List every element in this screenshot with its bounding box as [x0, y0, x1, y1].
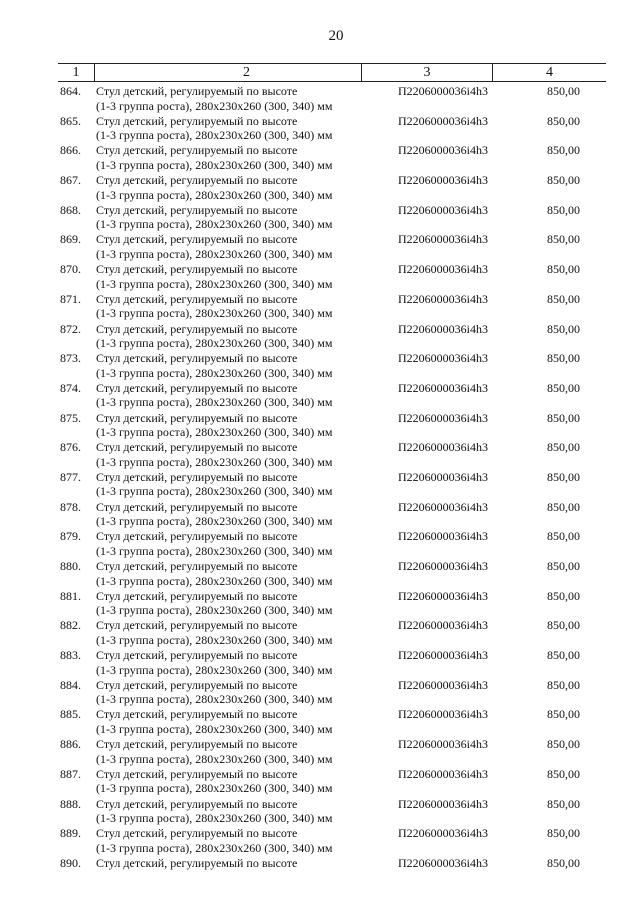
description-line-2: (1-3 группа роста), 280x230x260 (300, 340) мм [96, 128, 333, 143]
description-line-1: Стул детский, регулируемый по высоте [96, 559, 298, 573]
item-number: 865. [60, 113, 81, 128]
item-number: 871. [60, 291, 81, 306]
item-price: 850,00 [547, 380, 580, 395]
item-description [96, 737, 396, 766]
item-number: 890. [60, 855, 81, 870]
column-divider [94, 64, 95, 81]
item-code: П2206000036i4h3 [398, 143, 488, 158]
description-line-1: Стул детский, регулируемый по высоте [96, 440, 298, 455]
description-line-2: (1-3 группа роста), 280x230x260 (300, 340) мм [96, 217, 333, 232]
item-number: 868. [60, 202, 81, 217]
description-line-1: Стул детский, регулируемый по высоте [96, 796, 298, 811]
item-price: 850,00 [547, 321, 580, 336]
table-row [58, 349, 606, 379]
item-price: 850,00 [547, 559, 580, 573]
item-code: П2206000036i4h3 [398, 351, 488, 366]
item-code: П2206000036i4h3 [398, 499, 488, 514]
description-line-1: Стул детский, регулируемый по высоте [96, 143, 298, 158]
item-number: 869. [60, 232, 81, 247]
table-row [58, 260, 606, 290]
table-row [58, 230, 606, 260]
description-line-1: Стул детский, регулируемый по высоте [96, 351, 298, 366]
description-line-2: (1-3 группа роста), 280x230x260 (300, 340) мм [96, 781, 333, 796]
table-row [58, 438, 606, 468]
description-line-1: Стул детский, регулируемый по высоте [96, 855, 298, 870]
item-description [96, 381, 396, 410]
item-description [96, 232, 396, 261]
item-code: П2206000036i4h3 [398, 321, 488, 336]
item-number: 884. [60, 677, 81, 692]
item-description [96, 826, 396, 855]
table-row [58, 112, 606, 142]
item-number: 886. [60, 737, 81, 752]
item-description [96, 440, 396, 469]
description-line-1: Стул детский, регулируемый по высоте [96, 321, 298, 336]
item-code: П2206000036i4h3 [398, 84, 488, 98]
description-line-2: (1-3 группа роста), 280x230x260 (300, 340) мм [96, 573, 333, 588]
description-line-2: (1-3 группа роста), 280x230x260 (300, 340) мм [96, 306, 333, 321]
table-row [58, 735, 606, 765]
table-row [58, 557, 606, 587]
item-price: 850,00 [547, 796, 580, 811]
column-header-3: 3 [423, 65, 431, 80]
table-row [58, 171, 606, 201]
item-code: П2206000036i4h3 [398, 766, 488, 781]
item-code: П2206000036i4h3 [398, 529, 488, 544]
description-line-1: Стул детский, регулируемый по высоте [96, 469, 298, 484]
item-code: П2206000036i4h3 [398, 618, 488, 633]
item-price: 850,00 [547, 173, 580, 188]
table-row [58, 527, 606, 557]
table-row [58, 82, 606, 112]
item-number: 882. [60, 618, 81, 633]
description-line-2: (1-3 группа роста), 280x230x260 (300, 340) мм [96, 811, 333, 825]
description-line-1: Стул детский, регулируемый по высоте [96, 232, 298, 247]
item-description [96, 322, 396, 351]
description-line-2: (1-3 группа роста), 280x230x260 (300, 340) мм [96, 721, 333, 736]
item-number: 885. [60, 707, 81, 722]
table-row [58, 705, 606, 735]
column-header-4: 4 [546, 65, 553, 80]
item-price: 850,00 [547, 84, 580, 98]
item-price: 850,00 [547, 202, 580, 217]
item-description [96, 559, 396, 588]
item-number: 878. [60, 499, 81, 514]
table-row [58, 616, 606, 646]
table-row [58, 646, 606, 676]
item-description [96, 648, 396, 677]
item-price: 850,00 [547, 677, 580, 692]
item-price: 850,00 [547, 499, 580, 514]
item-price: 850,00 [547, 588, 580, 603]
item-number: 877. [60, 469, 81, 484]
description-line-2: (1-3 группа роста), 280x230x260 (300, 340) мм [96, 276, 333, 291]
table-row [58, 498, 606, 528]
column-header-2: 2 [243, 65, 250, 80]
description-line-2: (1-3 группа роста), 280x230x260 (300, 340) мм [96, 692, 333, 707]
item-code: П2206000036i4h3 [398, 855, 488, 870]
item-code: П2206000036i4h3 [398, 440, 488, 455]
description-line-2: (1-3 группа роста), 280x230x260 (300, 340) мм [96, 425, 333, 440]
item-code: П2206000036i4h3 [398, 648, 488, 663]
item-description [96, 114, 396, 143]
item-description [96, 203, 396, 232]
table-row [58, 854, 606, 884]
item-number: 875. [60, 410, 81, 425]
item-number: 881. [60, 588, 81, 603]
description-line-1: Стул детский, регулируемый по высоте [96, 618, 298, 633]
table-row [58, 290, 606, 320]
column-divider [492, 64, 493, 81]
item-description [96, 500, 396, 529]
description-line-1: Стул детский, регулируемый по высоте [96, 262, 298, 277]
item-price: 850,00 [547, 232, 580, 247]
item-description [96, 797, 396, 826]
item-number: 870. [60, 262, 81, 277]
description-line-1: Стул детский, регулируемый по высоте [96, 677, 298, 692]
item-number: 864. [60, 84, 81, 98]
description-line-1: Стул детский, регулируемый по высоте [96, 648, 298, 663]
table-row [58, 795, 606, 825]
description-line-2: (1-3 группа роста), 280x230x260 (300, 340) мм [96, 543, 333, 558]
item-code: П2206000036i4h3 [398, 380, 488, 395]
item-code: П2206000036i4h3 [398, 262, 488, 277]
item-price: 850,00 [547, 648, 580, 663]
item-code: П2206000036i4h3 [398, 410, 488, 425]
description-line-2: (1-3 группа роста), 280x230x260 (300, 340) мм [96, 395, 333, 410]
description-line-1: Стул детский, регулируемый по высоте [96, 499, 298, 514]
description-line-1: Стул детский, регулируемый по высоте [96, 380, 298, 395]
item-number: 883. [60, 648, 81, 663]
item-price: 850,00 [547, 826, 580, 841]
item-code: П2206000036i4h3 [398, 707, 488, 722]
description-line-2: (1-3 группа роста), 280x230x260 (300, 340) мм [96, 751, 333, 766]
item-description [96, 292, 396, 321]
item-number: 887. [60, 766, 81, 781]
item-number: 867. [60, 173, 81, 188]
description-line-1: Стул детский, регулируемый по высоте [96, 202, 298, 217]
item-code: П2206000036i4h3 [398, 677, 488, 692]
item-price: 850,00 [547, 113, 580, 128]
page-number: 20 [328, 28, 344, 44]
table-row [58, 379, 606, 409]
item-description [96, 84, 396, 113]
description-line-1: Стул детский, регулируемый по высоте [96, 291, 298, 306]
description-line-2: (1-3 группа роста), 280x230x260 (300, 340) мм [96, 157, 333, 172]
item-description [96, 678, 396, 707]
description-line-2: (1-3 группа роста), 280x230x260 (300, 340) мм [96, 98, 333, 113]
item-description [96, 173, 396, 202]
item-price: 850,00 [547, 529, 580, 544]
item-price: 850,00 [547, 707, 580, 722]
item-number: 880. [60, 559, 81, 573]
item-code: П2206000036i4h3 [398, 469, 488, 484]
description-line-1: Стул детский, регулируемый по высоте [96, 173, 298, 188]
item-code: П2206000036i4h3 [398, 113, 488, 128]
item-code: П2206000036i4h3 [398, 202, 488, 217]
table-row [58, 824, 606, 854]
item-price: 850,00 [547, 855, 580, 870]
description-line-1: Стул детский, регулируемый по высоте [96, 113, 298, 128]
description-line-2: (1-3 группа роста), 280x230x260 (300, 340) мм [96, 514, 333, 529]
description-line-2: (1-3 группа роста), 280x230x260 (300, 340) мм [96, 246, 333, 261]
column-divider [361, 64, 362, 81]
item-description [96, 589, 396, 618]
item-code: П2206000036i4h3 [398, 737, 488, 752]
description-line-2: (1-3 группа роста), 280x230x260 (300, 340) мм [96, 662, 333, 677]
item-description [96, 618, 396, 647]
description-line-2: (1-3 группа роста), 280x230x260 (300, 340) мм [96, 336, 333, 350]
item-price: 850,00 [547, 618, 580, 633]
description-line-2: (1-3 группа роста), 280x230x260 (300, 340) мм [96, 840, 333, 855]
description-line-2: (1-3 группа роста), 280x230x260 (300, 340) мм [96, 484, 333, 499]
item-code: П2206000036i4h3 [398, 291, 488, 306]
item-description [96, 143, 396, 172]
table-row [58, 201, 606, 231]
table-body [58, 82, 606, 884]
item-code: П2206000036i4h3 [398, 232, 488, 247]
description-line-1: Стул детский, регулируемый по высоте [96, 737, 298, 752]
item-description [96, 767, 396, 796]
item-code: П2206000036i4h3 [398, 559, 488, 573]
item-number: 879. [60, 529, 81, 544]
description-line-1: Стул детский, регулируемый по высоте [96, 410, 298, 425]
description-line-2: (1-3 группа роста), 280x230x260 (300, 340) мм [96, 187, 333, 202]
item-number: 874. [60, 380, 81, 395]
item-description [96, 470, 396, 499]
description-line-2: (1-3 группа роста), 280x230x260 (300, 340) мм [96, 454, 333, 469]
item-number: 889. [60, 826, 81, 841]
description-line-2: (1-3 группа роста), 280x230x260 (300, 340) мм [96, 632, 333, 647]
items-table [58, 63, 606, 884]
item-number: 873. [60, 351, 81, 366]
item-price: 850,00 [547, 351, 580, 366]
description-line-1: Стул детский, регулируемый по высоте [96, 588, 298, 603]
item-price: 850,00 [547, 766, 580, 781]
item-description [96, 707, 396, 736]
item-number: 872. [60, 321, 81, 336]
item-description [96, 411, 396, 440]
item-description [96, 529, 396, 558]
item-code: П2206000036i4h3 [398, 796, 488, 811]
item-price: 850,00 [547, 440, 580, 455]
item-code: П2206000036i4h3 [398, 588, 488, 603]
description-line-1: Стул детский, регулируемый по высоте [96, 529, 298, 544]
item-price: 850,00 [547, 291, 580, 306]
table-row [58, 468, 606, 498]
item-code: П2206000036i4h3 [398, 173, 488, 188]
item-code: П2206000036i4h3 [398, 826, 488, 841]
description-line-1: Стул детский, регулируемый по высоте [96, 84, 298, 98]
item-description [96, 262, 396, 291]
table-row [58, 676, 606, 706]
table-row [58, 320, 606, 350]
item-price: 850,00 [547, 262, 580, 277]
item-price: 850,00 [547, 410, 580, 425]
description-line-2: (1-3 группа роста), 280x230x260 (300, 340) мм [96, 603, 333, 618]
table-header [58, 63, 606, 82]
description-line-1: Стул детский, регулируемый по высоте [96, 707, 298, 722]
table-row [58, 765, 606, 795]
item-number: 866. [60, 143, 81, 158]
description-line-2: (1-3 группа роста), 280x230x260 (300, 340) мм [96, 365, 333, 380]
item-description [96, 856, 396, 871]
description-line-1: Стул детский, регулируемый по высоте [96, 766, 298, 781]
column-header-1: 1 [72, 65, 80, 80]
table-row [58, 409, 606, 439]
table-row [58, 587, 606, 617]
item-price: 850,00 [547, 469, 580, 484]
item-number: 888. [60, 796, 81, 811]
item-description [96, 351, 396, 380]
table-row [58, 141, 606, 171]
description-line-1: Стул детский, регулируемый по высоте [96, 826, 298, 841]
item-price: 850,00 [547, 737, 580, 752]
item-price: 850,00 [547, 143, 580, 158]
item-number: 876. [60, 440, 81, 455]
